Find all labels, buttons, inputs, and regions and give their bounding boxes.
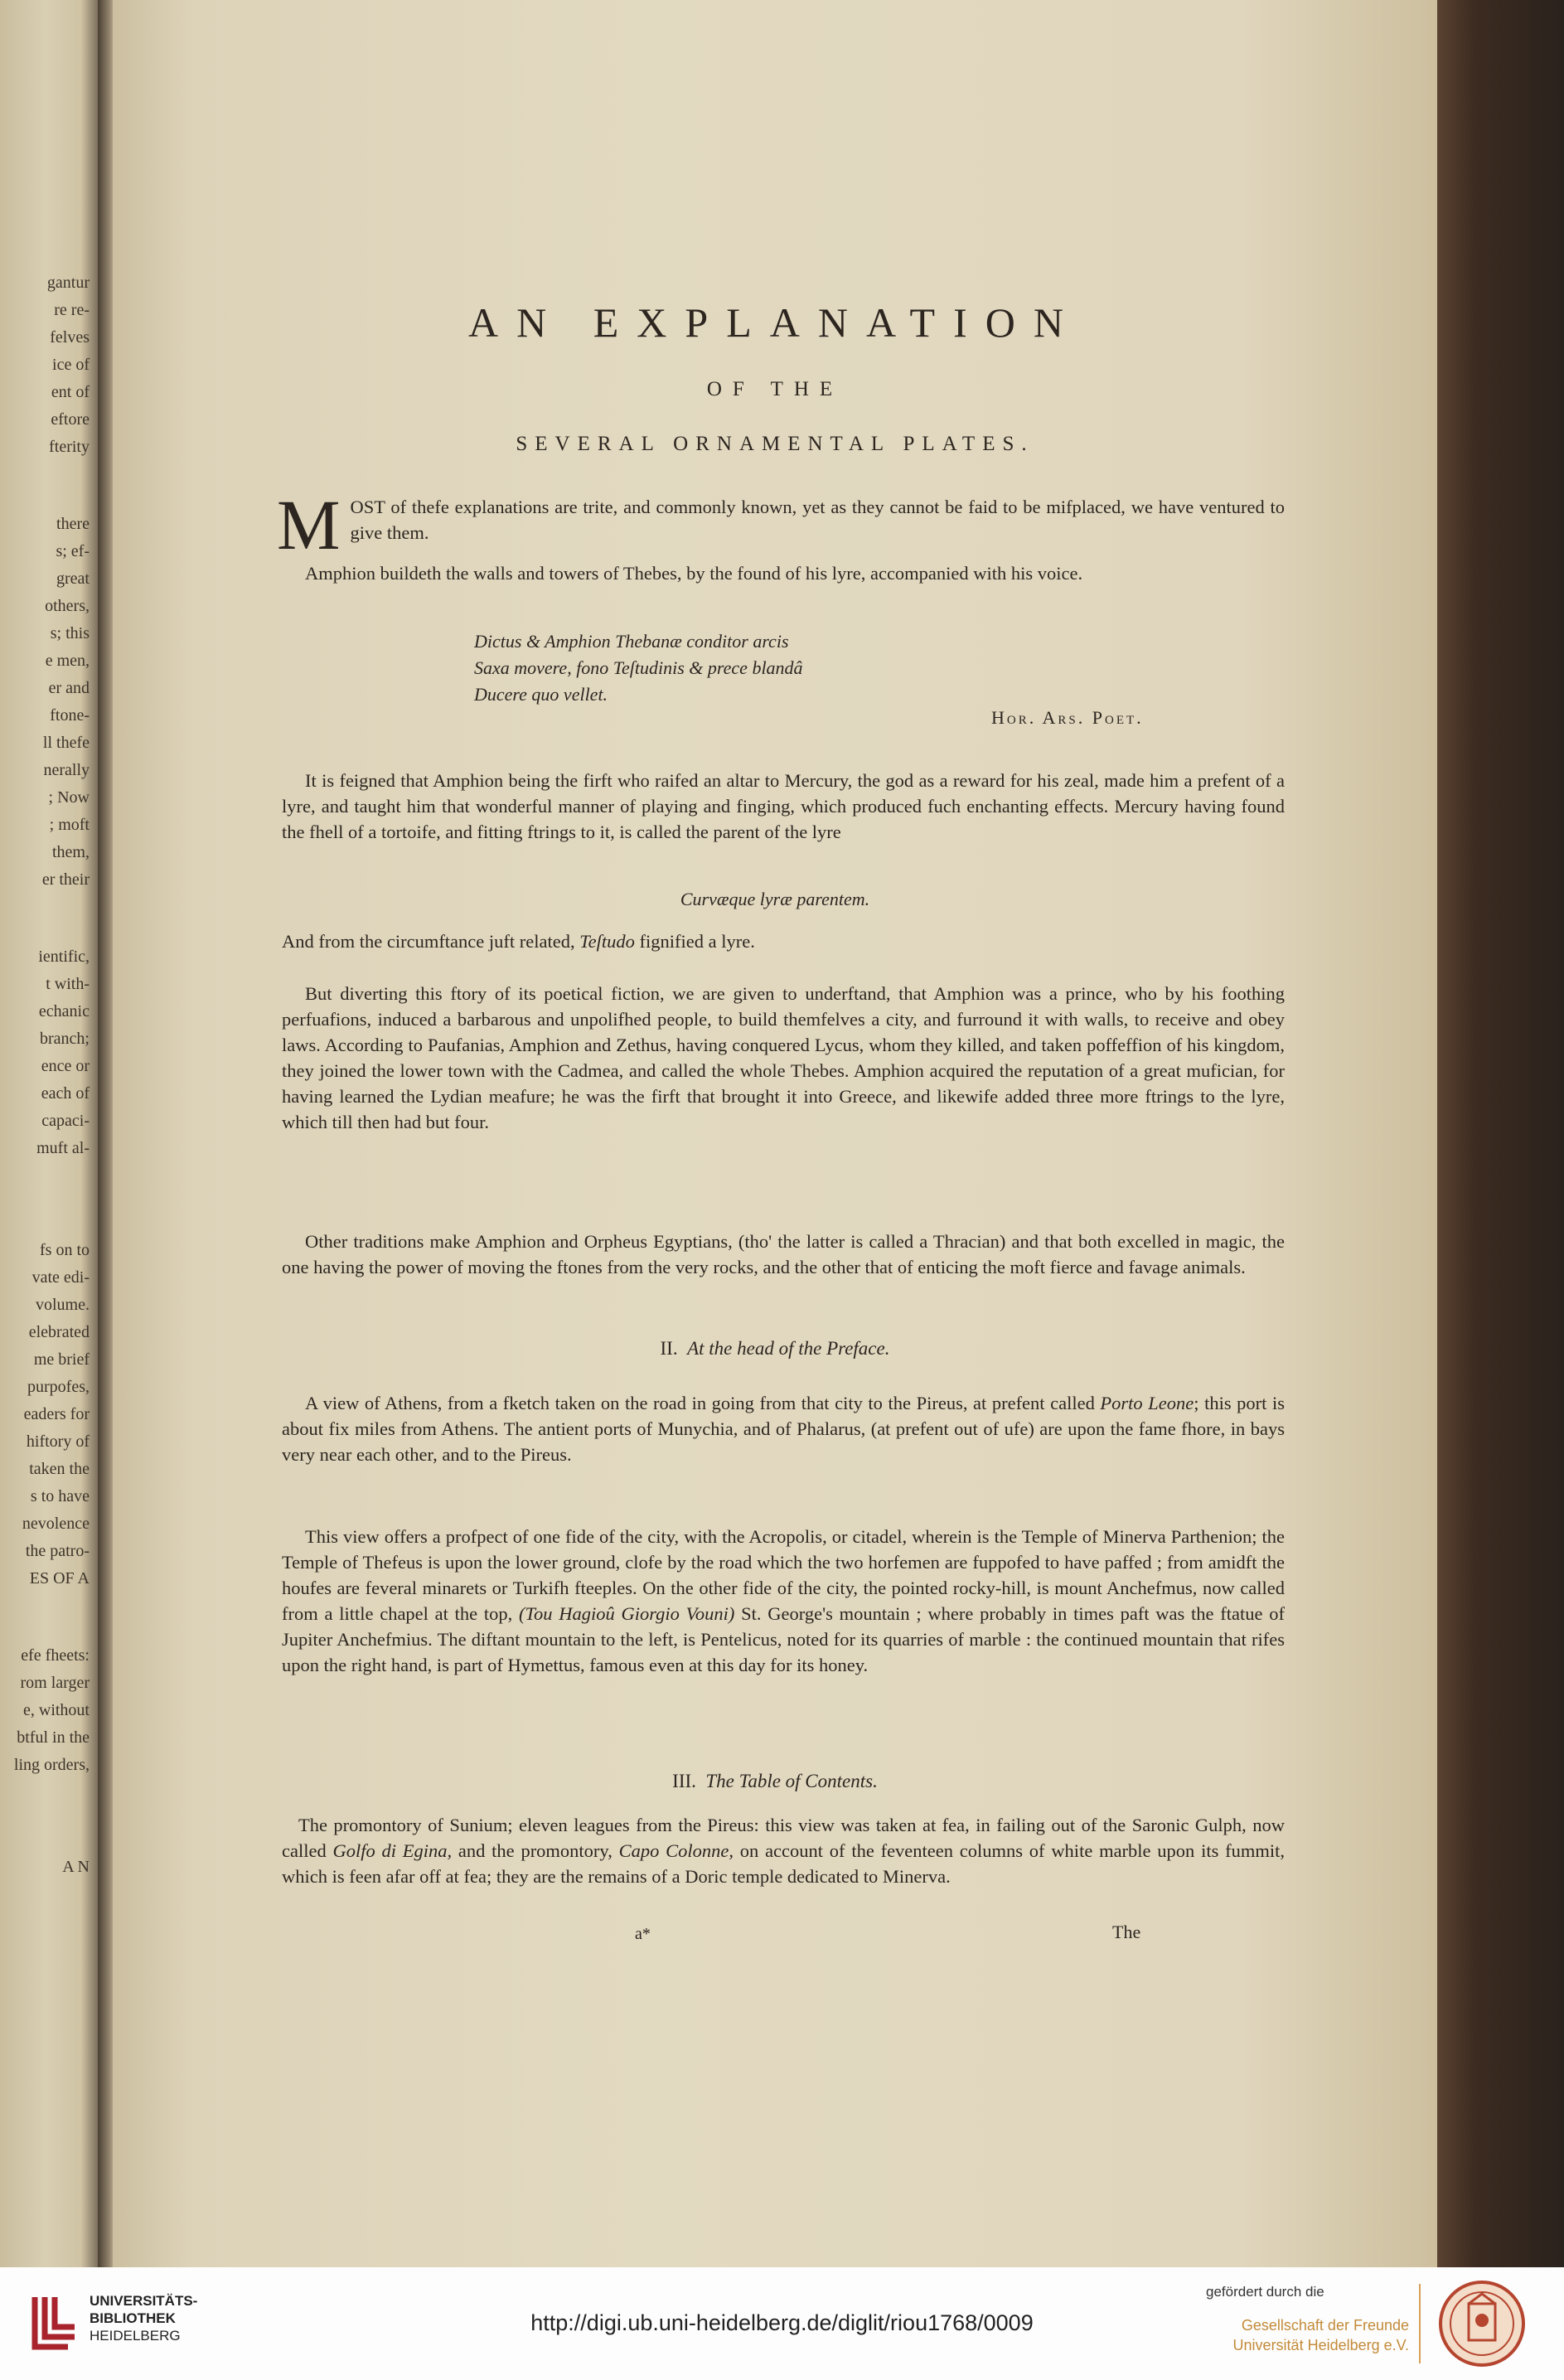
previous-page-fragment: s; this xyxy=(50,624,90,642)
previous-page-text xyxy=(0,0,101,2267)
divesting-text: But diverting this ftory of its poetical fiction, we are given to underftand, that Amphion was a prince, who by his foothing perfuafions, induced a barbarous and unpolifhed people, to build themfelves a city, and furround it with walls, to receive and obey laws. According to Paufanias, Amphion and Zethus, having conquered Lycus, whom they killed, and taken poffeffion of his kingdom, they joined the lower town with the Cadmea, and called the whole Thebes. Amphion acquired the reputation of a great mufician, for having learned the Lydian meafure; he was the firft that brought it into Greece, and likewife added three more ftrings to the lyre, which till then had but four. xyxy=(282,983,1285,1132)
section-3-heading xyxy=(113,1771,1437,1792)
university-seal-icon xyxy=(1437,2279,1527,2368)
footer-divider xyxy=(1419,2284,1421,2363)
library-line-1: UNIVERSITÄTS- xyxy=(90,2293,198,2309)
previous-page-fragment: btful in the xyxy=(17,1728,90,1747)
previous-page-fragment: ent of xyxy=(51,383,90,401)
previous-page-fragment: nevolence xyxy=(22,1515,90,1533)
previous-page-fragment: volume. xyxy=(36,1296,90,1314)
page-content xyxy=(113,0,1437,2267)
curvae-line: Curvæque lyræ parentem. xyxy=(680,889,870,909)
previous-page-fragment: ientific, xyxy=(38,948,90,966)
previous-page-fragment: ling orders, xyxy=(13,1756,90,1774)
previous-page-fragment: vate edi- xyxy=(31,1268,90,1287)
previous-page-fragment: re re- xyxy=(54,301,90,319)
intro-text: OST of thefe explanations are trite, and commonly known, yet as they cannot be faid to be mifplaced, we have ventured to give them. xyxy=(350,497,1285,543)
previous-page-fragment: elebrated xyxy=(28,1323,90,1341)
section-3-title: The Table of Contents. xyxy=(705,1771,878,1791)
previous-page-fragment: ence or xyxy=(41,1057,90,1075)
previous-page-fragment: gantur xyxy=(46,274,90,292)
view-paragraph xyxy=(282,1524,1285,1678)
drop-cap: M xyxy=(277,485,341,565)
previous-page-fragment: A N xyxy=(62,1858,90,1876)
sunium-text: The promontory of Sunium; eleven leagues from the Pireus: this view was taken at fea, in failing out of the Saronic Gulph, now called xyxy=(282,1815,1285,1861)
previous-page-fragment: er their xyxy=(41,870,90,889)
previous-page-fragment: er and xyxy=(48,679,90,697)
view-hagiou: (Tou Hagioû Giorgio Vouni) xyxy=(519,1603,735,1624)
previous-page-fragment: ftone- xyxy=(50,706,90,725)
amphion-text: Amphion buildeth the walls and towers of Thebes, by the found of his lyre, accompanied with his voice. xyxy=(305,563,1083,584)
previous-page-fragment: eftore xyxy=(51,410,90,429)
society-line-2: Universität Heidelberg e.V. xyxy=(1232,2337,1409,2353)
section-2-number: II. xyxy=(660,1338,678,1359)
testudo-text-end: fignified a lyre. xyxy=(634,931,755,952)
section-2-heading xyxy=(113,1338,1437,1360)
previous-page-fragment: taken the xyxy=(29,1460,90,1478)
catchword: The xyxy=(1112,1922,1141,1942)
feigned-paragraph xyxy=(282,768,1285,845)
page-of-the: OF THE xyxy=(706,378,844,400)
previous-page-fragment: muft al- xyxy=(36,1139,90,1157)
previous-page-fragment: eaders for xyxy=(23,1405,90,1423)
previous-page-fragment: echanic xyxy=(38,1002,90,1020)
traditions-paragraph xyxy=(282,1229,1285,1280)
previous-page-fragment: felves xyxy=(50,328,90,347)
signature-mark: a* xyxy=(635,1925,651,1943)
sunium-capo: Capo Colonne, xyxy=(618,1840,734,1861)
previous-page-fragment: efe fheets: xyxy=(21,1646,90,1665)
amphion-paragraph xyxy=(282,560,1285,586)
divesting-paragraph xyxy=(282,981,1285,1135)
view-text-end: St. George's mountain ; where probably in times paft was the ftatue of Jupiter Anchefmius. The diftant mountain to the left, is Pentelicus, noted for its quarries of marble : the continued mountain that rifes upon the right hand, is part of Hymettus, famous even at this day for its honey. xyxy=(282,1603,1285,1675)
previous-page-fragment: them, xyxy=(52,843,90,861)
society-name xyxy=(1194,2315,1409,2355)
previous-page-fragment: purpofes, xyxy=(27,1378,90,1396)
previous-page-edge xyxy=(0,0,101,2267)
previous-page-fragment: fs on to xyxy=(40,1241,90,1259)
previous-page-fragment: me brief xyxy=(33,1350,90,1369)
page-subtitle: SEVERAL ORNAMENTAL PLATES. xyxy=(516,433,1034,455)
previous-page-fragment: the patro- xyxy=(25,1542,90,1560)
previous-page-fragment: branch; xyxy=(40,1030,90,1048)
verse-attribution: Hor. Ars. Poet. xyxy=(991,707,1144,728)
athens-porto: Porto Leone xyxy=(1100,1393,1194,1413)
testudo-word: Teſtudo xyxy=(579,931,635,952)
verse-line: Dictus & Amphion Thebanæ conditor arcis xyxy=(474,631,789,652)
page-title: AN EXPLANATION xyxy=(468,299,1082,346)
previous-page-fragment: s to have xyxy=(30,1487,90,1505)
footer-bar xyxy=(0,2267,1564,2380)
view-text: This view offers a profpect of one fide of the city, with the Acropolis, or citadel, wherein is the Temple of Minerva Parthenion; the Temple of Thefeus is upon the lower ground, clofe by the road which the two horfemen are fuppofed to have paffed ; from amidft the houfes are feveral minarets or Turkifh fteeples. On the other fide of the city, the pointed rocky-hill, is mount Anchefmus, now called from a little chapel at the top, xyxy=(282,1526,1285,1624)
testudo-paragraph xyxy=(282,928,1285,954)
section-3-number: III. xyxy=(672,1771,696,1791)
previous-page-fragment: nerally xyxy=(43,761,90,779)
section-2-title: At the head of the Preface. xyxy=(687,1338,890,1359)
feigned-text: It is feigned that Amphion being the firft who raifed an altar to Mercury, the god as a reward for his zeal, made him a prefent of a lyre, and taught him that wonderful manner of playing and finging, which produced fuch enchanting effects. Mercury having found the fhell of a tortoife, and fitting ftrings to it, is called the parent of the lyre xyxy=(282,770,1285,842)
previous-page-fragment: ll thefe xyxy=(42,734,90,752)
latin-verse xyxy=(474,628,803,708)
athens-text: A view of Athens, from a fketch taken on the road in going from that city to the Pireus, at prefent called xyxy=(305,1393,1101,1413)
book-page xyxy=(113,0,1437,2267)
previous-page-fragment: e, without xyxy=(23,1701,90,1719)
sunium-text-mid: and the promontory, xyxy=(452,1840,619,1861)
previous-page-fragment: there xyxy=(56,515,90,533)
traditions-text: Other traditions make Amphion and Orpheus Egyptians, (tho' the latter is called a Thracian) and that both excelled in magic, the one having the power of moving the ftones from the very rocks, and the other that of enticing the moft fierce and favage animals. xyxy=(282,1231,1285,1277)
society-line-1: Gesellschaft der Freunde xyxy=(1241,2317,1409,2334)
testudo-text: And from the circumftance juft related, xyxy=(282,931,580,952)
book-cover-edge xyxy=(1437,0,1564,2267)
library-line-2: BIBLIOTHEK xyxy=(90,2310,176,2326)
intro-paragraph xyxy=(277,485,1285,565)
previous-page-fragment: capaci- xyxy=(41,1112,90,1130)
previous-page-fragment: ; Now xyxy=(48,788,90,807)
permalink-url[interactable]: http://digi.ub.uni-heidelberg.de/diglit/riou1768/0009 xyxy=(530,2310,1034,2335)
previous-page-fragment: ES OF A xyxy=(29,1569,90,1587)
previous-page-fragment: s; ef- xyxy=(56,542,90,560)
library-line-3: HEIDELBERG xyxy=(90,2328,181,2344)
funded-by-text: gefördert durch die xyxy=(1206,2284,1324,2300)
previous-page-fragment: hiftory of xyxy=(26,1432,90,1451)
previous-page-fragment: others, xyxy=(45,597,90,615)
previous-page-fragment: ice of xyxy=(52,356,90,374)
sunium-text-end: on account of the feventeen columns of white marble upon its fummit, which is feen afar off at fea; they are the remains of a Doric temple dedicated to Minerva. xyxy=(282,1840,1285,1887)
previous-page-fragment: great xyxy=(56,570,90,588)
previous-page-fragment: e men, xyxy=(45,652,90,670)
previous-page-fragment: rom larger xyxy=(20,1674,90,1692)
verse-line: Saxa movere, fono Teſtudinis & prece blandâ xyxy=(474,657,803,678)
athens-text-end: ; this port is about fix miles from Athens. The antient ports of Munychia, and of Phalarus, (at prefent out of ufe) are upon the fame fhore, in bays very near each other, and to the Pireus. xyxy=(282,1393,1285,1465)
previous-page-fragment: ; moft xyxy=(49,816,90,834)
sunium-golfo: Golfo di Egina, xyxy=(332,1840,453,1861)
previous-page-fragment: fterity xyxy=(49,438,90,456)
previous-page-fragment: t with- xyxy=(46,975,90,993)
verse-line: Ducere quo vellet. xyxy=(474,684,608,705)
previous-page-fragment: each of xyxy=(41,1084,90,1103)
athens-paragraph xyxy=(282,1390,1285,1467)
sunium-paragraph xyxy=(282,1812,1285,1889)
